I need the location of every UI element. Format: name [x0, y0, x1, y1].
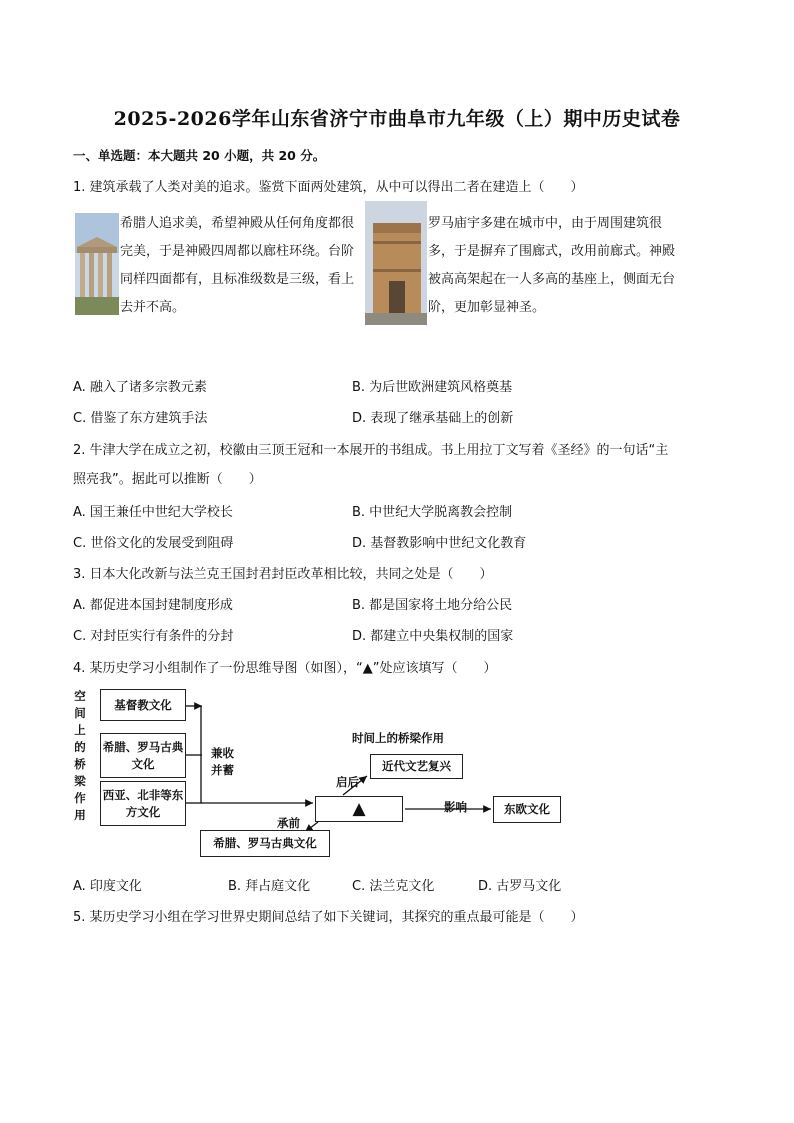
- q1-option-d[interactable]: D. 表现了继承基础上的创新: [352, 411, 514, 426]
- question-5-stem: 5. 某历史学习小组在学习世界史期间总结了如下关键词，其探究的重点最可能是（ ）: [73, 910, 584, 925]
- q4-option-a[interactable]: A. 印度文化: [73, 879, 142, 894]
- question-3-stem: 3. 日本大化改新与法兰克王国封君封臣改革相比较，共同之处是（ ）: [73, 567, 493, 582]
- question-2-stem-line-2: 照亮我”。据此可以推断（ ）: [73, 472, 262, 487]
- greek-temple-description: 希腊人追求美，希望神殿从任何角度都很完美，于是神殿四周都以廊柱环绕。台阶同样四面都有，且标准级数是三级，看上去并不高。: [120, 216, 355, 315]
- box-renaissance: 近代文艺复兴: [370, 754, 463, 779]
- label-time-bridge: 时间上的桥梁作用: [352, 731, 444, 745]
- box-greco-roman-culture-2: 希腊、罗马古典文化: [200, 830, 330, 857]
- label-absorb: 兼收并蓄: [211, 746, 234, 777]
- q2-option-b[interactable]: B. 中世纪大学脱离教会控制: [352, 505, 513, 520]
- question-4-stem: 4. 某历史学习小组制作了一份思维导图（如图），“▲”处应该填写（ ）: [73, 661, 497, 676]
- q3-option-d[interactable]: D. 都建立中央集权制的国家: [352, 629, 514, 644]
- question-2-stem-line-1: 2. 牛津大学在成立之初，校徽由三顶王冠和一本展开的书组成。书上用拉丁文写着《圣经》的一句话“主: [73, 443, 669, 458]
- q4-option-d[interactable]: D. 古罗马文化: [478, 879, 562, 894]
- q3-option-b[interactable]: B. 都是国家将土地分给公民: [352, 598, 513, 613]
- label-inspire: 启后: [336, 775, 359, 789]
- page-title: 2025-2026学年山东省济宁市曲阜市九年级（上）期中历史试卷: [113, 108, 681, 130]
- q3-option-a[interactable]: A. 都促进本国封建制度形成: [73, 598, 233, 613]
- q4-option-c[interactable]: C. 法兰克文化: [352, 879, 435, 894]
- box-eastern-culture: 西亚、北非等东方文化: [100, 781, 186, 826]
- center-triangle-box: ▲: [315, 796, 403, 822]
- section-heading: 一、单选题：本大题共 20 小题，共 20 分。: [73, 148, 326, 163]
- q2-option-d[interactable]: D. 基督教影响中世纪文化教育: [352, 536, 527, 551]
- label-influence: 影响: [444, 800, 467, 814]
- q1-option-b[interactable]: B. 为后世欧洲建筑风格奠基: [352, 380, 513, 395]
- q3-option-c[interactable]: C. 对封臣实行有条件的分封: [73, 629, 234, 644]
- q2-option-a[interactable]: A. 国王兼任中世纪大学校长: [73, 505, 233, 520]
- box-greco-roman-culture: 希腊、罗马古典文化: [100, 733, 186, 778]
- q1-option-c[interactable]: C. 借鉴了东方建筑手法: [73, 411, 208, 426]
- q1-option-a[interactable]: A. 融入了诸多宗教元素: [73, 380, 207, 395]
- diagram-vertical-label: 空间上的桥梁作用: [74, 689, 86, 822]
- box-christian-culture: 基督教文化: [100, 689, 186, 721]
- q4-option-b[interactable]: B. 拜占庭文化: [228, 879, 311, 894]
- q2-option-c[interactable]: C. 世俗文化的发展受到阻碍: [73, 536, 234, 551]
- question-1-stem: 1. 建筑承载了人类对美的追求。鉴赏下面两处建筑，从中可以得出二者在建造上（ ）: [73, 180, 584, 195]
- roman-temple-description: 罗马庙宇多建在城市中，由于周围建筑很多，于是摒弃了围廊式，改用前廊式。神殿被高高架起在一人多高的基座上，侧面无台阶，更加彰显神圣。: [428, 216, 676, 315]
- box-east-europe: 东欧文化: [493, 796, 561, 823]
- label-inherit: 承前: [277, 816, 300, 830]
